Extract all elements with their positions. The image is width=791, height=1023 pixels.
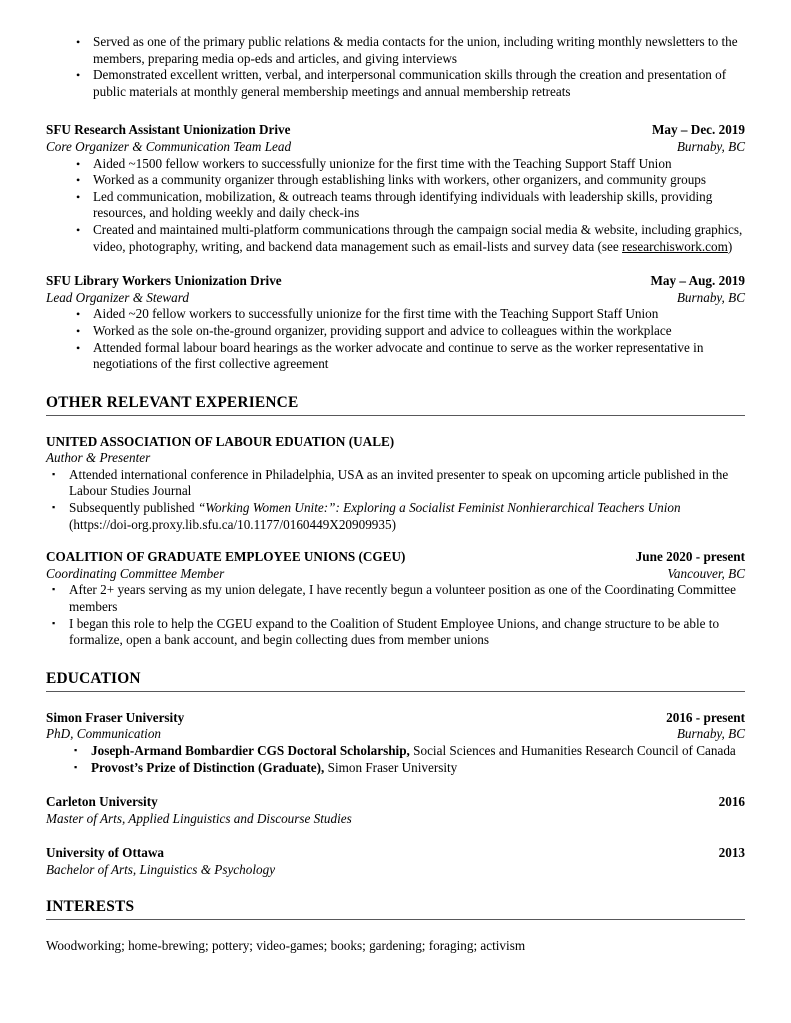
entry-title: University of Ottawa bbox=[46, 845, 164, 861]
list-item bbox=[70, 172, 745, 189]
list-item-text: Created and maintained multi-platform communications through the campaign social media & website, including graphics, video, photography, writing, and backend data management such as email-lists and survey data (see bbox=[93, 221, 743, 254]
entry-subtitle: Master of Arts, Applied Linguistics and Discourse Studies bbox=[46, 810, 352, 826]
section-heading: OTHER RELEVANT EXPERIENCE bbox=[46, 393, 299, 411]
publication-title: “Working Women Unite:”: Exploring a Socialist Feminist Nonhierarchical Teachers Union bbox=[197, 500, 681, 516]
entry-title: SFU Research Assistant Unionization Drive bbox=[46, 122, 291, 138]
entry-subtitle: PhD, Communication bbox=[46, 726, 162, 742]
entry-header-row bbox=[46, 549, 745, 566]
list-item bbox=[48, 467, 745, 500]
entry-title: Simon Fraser University bbox=[46, 709, 185, 725]
entry-subheader-row bbox=[46, 862, 745, 879]
list-item bbox=[70, 323, 745, 340]
section-other-relevant-experience bbox=[46, 393, 745, 649]
list-item-award bbox=[70, 760, 745, 777]
entry-subtitle: Lead Organizer & Steward bbox=[46, 289, 189, 305]
round-bullet-icon: • bbox=[76, 35, 81, 49]
entry-date: May – Aug. 2019 bbox=[650, 273, 745, 289]
list-item bbox=[70, 67, 745, 100]
square-bullet-icon: ▪ bbox=[52, 502, 56, 513]
list-item bbox=[70, 340, 745, 373]
list-item-text: After 2+ years serving as my union delegate, I have recently begun a volunteer position as one of the Coordinating Committee members bbox=[69, 582, 736, 615]
list-item-text: Aided ~1500 fellow workers to successfully unionize for the first time with the Teaching Support Staff Union bbox=[93, 155, 672, 171]
other-experience-entry bbox=[46, 549, 745, 649]
entry-title: UNITED ASSOCIATION OF LABOUR EDUATION (UALE) bbox=[46, 433, 395, 449]
entry-subheader-row bbox=[46, 811, 745, 828]
list-item bbox=[70, 189, 745, 222]
entry-bullet-list bbox=[48, 582, 745, 648]
square-bullet-icon: ▪ bbox=[52, 584, 56, 595]
entry-header-row bbox=[46, 273, 745, 290]
education-entry bbox=[46, 845, 745, 878]
list-item-text: Led communication, mobilization, & outreach teams through identifying individuals with leadership skills, providing resources, and holding weekly and daily check-ins bbox=[93, 188, 713, 221]
entry-date: 2016 - present bbox=[666, 709, 745, 725]
entry-subheader-row bbox=[46, 566, 745, 583]
section-heading: EDUCATION bbox=[46, 669, 141, 687]
round-bullet-icon: • bbox=[76, 189, 81, 204]
experience-entry bbox=[46, 273, 745, 373]
round-bullet-icon: • bbox=[76, 323, 81, 338]
publication-doi: (https://doi-org.proxy.lib.sfu.ca/10.1177/0160449X20909935) bbox=[69, 516, 396, 532]
list-item bbox=[48, 582, 745, 615]
list-item-text: Subsequently published bbox=[69, 500, 198, 516]
entry-location: Vancouver, BC bbox=[667, 565, 745, 581]
square-bullet-icon: ▪ bbox=[52, 617, 56, 628]
education-entry bbox=[46, 794, 745, 827]
list-item-text: I began this role to help the CGEU expand to the Coalition of Student Employee Unions, and change structure to be able to formalize, open a bank account, and begin collecting dues from member unions bbox=[69, 615, 720, 648]
square-bullet-icon: ▪ bbox=[52, 468, 56, 479]
round-bullet-icon: • bbox=[76, 173, 81, 188]
list-item-text: Worked as the sole on-the-ground organizer, providing support and advice to colleagues within the workplace bbox=[93, 322, 672, 338]
round-bullet-icon: • bbox=[76, 156, 81, 171]
researchiswork-link[interactable]: researchiswork.com bbox=[622, 238, 728, 254]
list-item-text: Served as one of the primary public relations & media contacts for the union, including writing monthly newsletters to the members, preparing media op-eds and articles, and giving interviews bbox=[93, 34, 738, 66]
round-bullet-icon: • bbox=[76, 222, 81, 237]
entry-header-row bbox=[46, 845, 745, 862]
entry-header-row bbox=[46, 794, 745, 811]
entry-subheader-row bbox=[46, 726, 745, 743]
section-interests bbox=[46, 897, 745, 955]
list-item-with-link bbox=[70, 222, 745, 255]
entry-subheader-row bbox=[46, 139, 745, 156]
list-item bbox=[70, 156, 745, 173]
experience-entry bbox=[46, 122, 745, 255]
list-item bbox=[48, 616, 745, 649]
list-item-text: Attended international conference in Philadelphia, USA as an invited presenter to speak on upcoming article published in the Labour Studies Journal bbox=[69, 466, 729, 499]
entry-header-row bbox=[46, 710, 745, 727]
entry-header-row bbox=[46, 122, 745, 139]
list-item-award bbox=[70, 743, 745, 760]
entry-title: SFU Library Workers Unionization Drive bbox=[46, 273, 282, 289]
entry-title: Carleton University bbox=[46, 794, 158, 810]
list-item-text: Worked as a community organizer through establishing links with workers, other organizers, and community groups bbox=[93, 172, 707, 188]
award-name: Joseph-Armand Bombardier CGS Doctoral Scholarship, bbox=[91, 743, 410, 758]
entry-bullet-list bbox=[48, 467, 745, 533]
list-item-text-tail: ) bbox=[727, 238, 733, 254]
award-list bbox=[70, 743, 745, 776]
other-experience-entry bbox=[46, 434, 745, 534]
entry-subtitle: Core Organizer & Communication Team Lead bbox=[46, 138, 292, 154]
square-bullet-icon: ▪ bbox=[74, 745, 78, 755]
entry-subtitle: Author & Presenter bbox=[46, 450, 151, 466]
list-item-publication bbox=[48, 500, 745, 533]
entry-bullet-list bbox=[70, 306, 745, 372]
entry-location: Burnaby, BC bbox=[676, 726, 745, 742]
entry-date: 2013 bbox=[718, 845, 745, 861]
list-item bbox=[70, 306, 745, 323]
award-issuer: Social Sciences and Humanities Research Council of Canada bbox=[409, 743, 736, 758]
entry-date: June 2020 - present bbox=[635, 549, 745, 565]
entry-subtitle: Coordinating Committee Member bbox=[46, 565, 225, 581]
entry-bullet-list bbox=[70, 156, 745, 256]
list-item bbox=[70, 34, 745, 67]
award-issuer: Simon Fraser University bbox=[324, 759, 458, 775]
section-education bbox=[46, 669, 745, 879]
entry-subtitle: Bachelor of Arts, Linguistics & Psychology bbox=[46, 861, 276, 877]
round-bullet-icon: • bbox=[76, 307, 81, 322]
award-name: Provost’s Prize of Distinction (Graduate), bbox=[91, 759, 325, 775]
list-item-text: Demonstrated excellent written, verbal, and interpersonal communication skills through the creation and presentation of public materials at monthly general membership meetings and annual membership retreats bbox=[93, 67, 727, 99]
list-item-text: Aided ~20 fellow workers to successfully unionize for the first time with the Teaching Support Staff Union bbox=[93, 306, 659, 322]
entry-location: Burnaby, BC bbox=[676, 289, 745, 305]
entry-location: Burnaby, BC bbox=[676, 138, 745, 154]
entry-date: May – Dec. 2019 bbox=[651, 122, 745, 138]
entry-title: COALITION OF GRADUATE EMPLOYEE UNIONS (CGEU) bbox=[46, 549, 406, 565]
entry-subheader-row bbox=[46, 450, 745, 467]
entry-subheader-row bbox=[46, 290, 745, 307]
square-bullet-icon: ▪ bbox=[74, 761, 78, 772]
continued-bullet-list bbox=[70, 34, 745, 100]
entry-date: 2016 bbox=[718, 794, 745, 810]
interests-body: Woodworking; home-brewing; pottery; video-games; books; gardening; foraging; activism bbox=[46, 937, 526, 953]
list-item-text: Attended formal labour board hearings as the worker advocate and continue to serve as the worker representative in negotiations of the first collective agreement bbox=[93, 339, 704, 372]
education-entry bbox=[46, 710, 745, 776]
round-bullet-icon: • bbox=[76, 68, 81, 83]
round-bullet-icon: • bbox=[76, 340, 81, 355]
entry-header-row bbox=[46, 434, 745, 451]
section-heading: INTERESTS bbox=[46, 897, 135, 915]
